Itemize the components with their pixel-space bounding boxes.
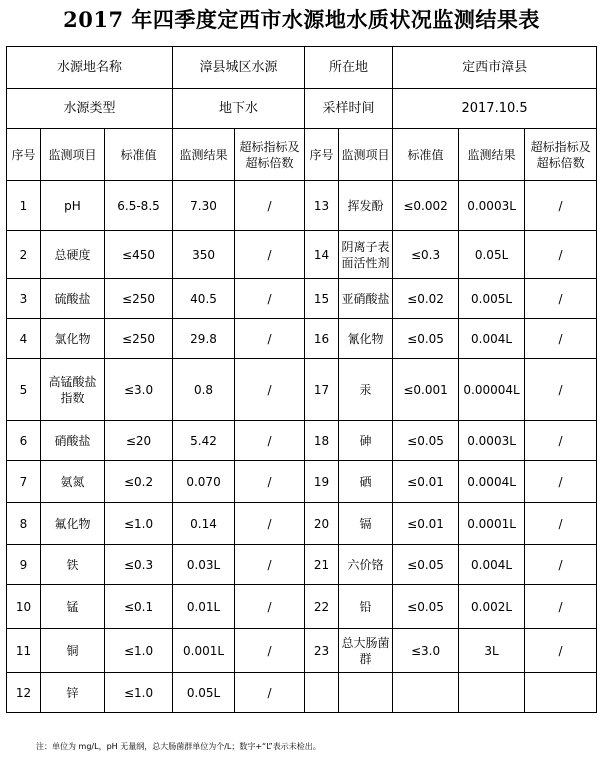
item-cell: 汞 [339, 359, 393, 421]
table-row [7, 279, 597, 319]
result-cell: 0.005L [459, 279, 525, 319]
item-cell: 铁 [41, 545, 105, 585]
item-cell: 铜 [41, 629, 105, 673]
exceed-cell: / [235, 585, 305, 629]
standard-cell: ≤0.01 [393, 503, 459, 545]
standard-cell: ≤3.0 [105, 359, 173, 421]
standard-cell: ≤0.05 [393, 585, 459, 629]
table-row [7, 421, 597, 461]
table-row [7, 545, 597, 585]
seq-cell: 16 [305, 319, 339, 359]
exceed-cell: / [525, 231, 597, 279]
standard-cell: 6.5-8.5 [105, 181, 173, 231]
header-standard: 标准值 [105, 129, 173, 181]
exceed-cell: / [525, 545, 597, 585]
item-cell: 亚硝酸盐 [339, 279, 393, 319]
exceed-cell: / [235, 181, 305, 231]
seq-cell: 3 [7, 279, 41, 319]
standard-cell: ≤20 [105, 421, 173, 461]
seq-cell: 19 [305, 461, 339, 503]
result-cell: 0.004L [459, 319, 525, 359]
table-row [7, 585, 597, 629]
header-item: 监测项目 [41, 129, 105, 181]
standard-cell: ≤250 [105, 279, 173, 319]
standard-cell: ≤3.0 [393, 629, 459, 673]
standard-cell: ≤0.1 [105, 585, 173, 629]
seq-cell: 13 [305, 181, 339, 231]
header-item: 监测项目 [339, 129, 393, 181]
standard-cell: ≤0.02 [393, 279, 459, 319]
result-cell: 0.8 [173, 359, 235, 421]
result-cell: 0.00004L [459, 359, 525, 421]
result-cell: 0.05L [459, 231, 525, 279]
item-cell: 硝酸盐 [41, 421, 105, 461]
seq-cell: 7 [7, 461, 41, 503]
standard-cell: ≤0.05 [393, 421, 459, 461]
exceed-cell: / [235, 421, 305, 461]
seq-cell: 5 [7, 359, 41, 421]
seq-cell: 10 [7, 585, 41, 629]
table-row [7, 629, 597, 673]
exceed-cell [525, 673, 597, 713]
header-result: 监测结果 [459, 129, 525, 181]
item-cell: pH [41, 181, 105, 231]
seq-cell: 4 [7, 319, 41, 359]
result-cell: 0.03L [173, 545, 235, 585]
standard-cell: ≤250 [105, 319, 173, 359]
item-cell: 铅 [339, 585, 393, 629]
item-cell: 挥发酚 [339, 181, 393, 231]
exceed-cell: / [525, 359, 597, 421]
table-row [7, 503, 597, 545]
exceed-cell: / [525, 421, 597, 461]
exceed-cell: / [525, 461, 597, 503]
exceed-cell: / [235, 359, 305, 421]
table-row [7, 181, 597, 231]
standard-cell: ≤1.0 [105, 503, 173, 545]
seq-cell: 21 [305, 545, 339, 585]
exceed-cell: / [235, 319, 305, 359]
result-cell: 0.0004L [459, 461, 525, 503]
header-seq: 序号 [305, 129, 339, 181]
result-cell: 0.070 [173, 461, 235, 503]
standard-cell: ≤0.002 [393, 181, 459, 231]
standard-cell: ≤1.0 [105, 629, 173, 673]
source-name-value: 漳县城区水源 [173, 47, 305, 89]
exceed-cell: / [235, 545, 305, 585]
item-cell: 六价铬 [339, 545, 393, 585]
exceed-cell: / [235, 673, 305, 713]
result-cell: 5.42 [173, 421, 235, 461]
result-cell: 0.01L [173, 585, 235, 629]
exceed-cell: / [525, 181, 597, 231]
seq-cell: 14 [305, 231, 339, 279]
result-cell: 29.8 [173, 319, 235, 359]
item-cell: 锌 [41, 673, 105, 713]
result-cell [459, 673, 525, 713]
item-cell: 锰 [41, 585, 105, 629]
item-cell: 高锰酸盐指数 [41, 359, 105, 421]
standard-cell: ≤1.0 [105, 673, 173, 713]
standard-cell: ≤0.2 [105, 461, 173, 503]
table-row [7, 319, 597, 359]
exceed-cell: / [235, 503, 305, 545]
result-cell: 40.5 [173, 279, 235, 319]
standard-cell: ≤0.01 [393, 461, 459, 503]
standard-cell: ≤0.3 [393, 231, 459, 279]
result-cell: 0.004L [459, 545, 525, 585]
sample-time-label: 采样时间 [305, 89, 393, 129]
item-cell: 硫酸盐 [41, 279, 105, 319]
seq-cell [305, 673, 339, 713]
item-cell: 氟化物 [41, 503, 105, 545]
seq-cell: 9 [7, 545, 41, 585]
standard-cell: ≤0.05 [393, 319, 459, 359]
seq-cell: 2 [7, 231, 41, 279]
exceed-cell: / [525, 279, 597, 319]
seq-cell: 22 [305, 585, 339, 629]
info-row-source [7, 47, 597, 89]
source-type-value: 地下水 [173, 89, 305, 129]
location-label: 所在地 [305, 47, 393, 89]
exceed-cell: / [525, 629, 597, 673]
table-row [7, 359, 597, 421]
header-result: 监测结果 [173, 129, 235, 181]
result-cell: 350 [173, 231, 235, 279]
header-exceed: 超标指标及超标倍数 [235, 129, 305, 181]
table-row [7, 231, 597, 279]
seq-cell: 12 [7, 673, 41, 713]
standard-cell [393, 673, 459, 713]
info-row-type [7, 89, 597, 129]
seq-cell: 11 [7, 629, 41, 673]
standard-cell: ≤450 [105, 231, 173, 279]
item-cell: 氰化物 [339, 319, 393, 359]
result-cell: 0.0003L [459, 421, 525, 461]
result-cell: 7.30 [173, 181, 235, 231]
header-exceed: 超标指标及超标倍数 [525, 129, 597, 181]
table-row [7, 673, 597, 713]
item-cell [339, 673, 393, 713]
item-cell: 氯化物 [41, 319, 105, 359]
result-cell: 0.002L [459, 585, 525, 629]
header-standard: 标准值 [393, 129, 459, 181]
header-seq: 序号 [7, 129, 41, 181]
result-cell: 0.05L [173, 673, 235, 713]
item-cell: 阴离子表面活性剂 [339, 231, 393, 279]
exceed-cell: / [525, 503, 597, 545]
column-header-row [7, 129, 597, 181]
item-cell: 硒 [339, 461, 393, 503]
seq-cell: 23 [305, 629, 339, 673]
page-title: 2017 年四季度定西市水源地水质状况监测结果表 [63, 7, 540, 32]
location-value: 定西市漳县 [393, 47, 597, 89]
seq-cell: 15 [305, 279, 339, 319]
exceed-cell: / [235, 279, 305, 319]
seq-cell: 1 [7, 181, 41, 231]
result-cell: 0.0003L [459, 181, 525, 231]
seq-cell: 17 [305, 359, 339, 421]
table-row [7, 461, 597, 503]
item-cell: 砷 [339, 421, 393, 461]
exceed-cell: / [235, 629, 305, 673]
exceed-cell: / [235, 231, 305, 279]
exceed-cell: / [525, 319, 597, 359]
seq-cell: 18 [305, 421, 339, 461]
result-cell: 0.001L [173, 629, 235, 673]
exceed-cell: / [525, 585, 597, 629]
item-cell: 总硬度 [41, 231, 105, 279]
standard-cell: ≤0.001 [393, 359, 459, 421]
sample-time-value: 2017.10.5 [393, 89, 597, 129]
standard-cell: ≤0.05 [393, 545, 459, 585]
item-cell: 镉 [339, 503, 393, 545]
item-cell: 总大肠菌群 [339, 629, 393, 673]
item-cell: 氨氮 [41, 461, 105, 503]
exceed-cell: / [235, 461, 305, 503]
result-cell: 0.14 [173, 503, 235, 545]
source-name-label: 水源地名称 [7, 47, 173, 89]
standard-cell: ≤0.3 [105, 545, 173, 585]
source-type-label: 水源类型 [7, 89, 173, 129]
seq-cell: 6 [7, 421, 41, 461]
monitoring-results-table [6, 46, 597, 713]
footnote: 注：单位为 mg/L，pH 无量纲，总大肠菌群单位为个/L；数字+“L”表示未检出。 [36, 742, 321, 751]
seq-cell: 8 [7, 503, 41, 545]
result-cell: 3L [459, 629, 525, 673]
result-cell: 0.0001L [459, 503, 525, 545]
seq-cell: 20 [305, 503, 339, 545]
